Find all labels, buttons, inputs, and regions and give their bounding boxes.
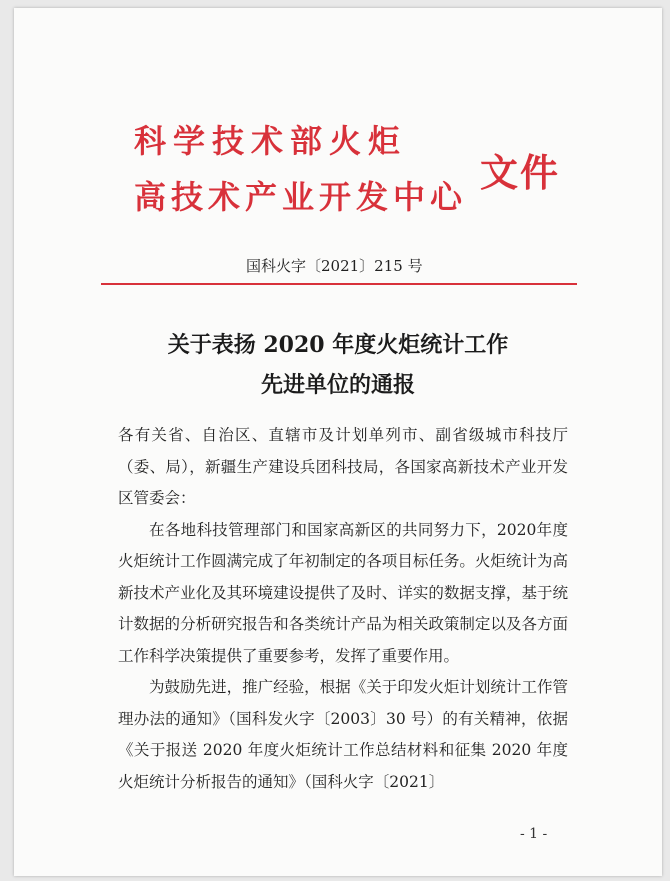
document-number: 国科火字〔2021〕215 号 (246, 257, 423, 275)
document-title-line1: 关于表扬 2020 年度火炬统计工作 (167, 332, 509, 358)
salutation: 各有关省、自治区、直辖市及计划单列市、副省级城市科技厅（委、局），新疆生产建设兵团科技局，各国家高新技术产业开发区管委会： (118, 426, 568, 507)
body-paragraph: 在各地科技管理部门和国家高新区的共同努力下，2020年度火炬统计工作圆满完成了年初制定的各项目标任务。火炬统计为高新技术产业化及其环境建设提供了及时、详实的数据支撑，基于统计数据的分析研究报告和各类统计产品为相关政策制定以及各方面工作科学决策提供了重要参考，发挥了重要作用。 (118, 520, 568, 665)
red-divider-line (101, 283, 577, 285)
issuer-name-line1: 科学技术部火炬 (134, 122, 408, 160)
page-number: - 1 - (520, 826, 548, 842)
document-body (118, 420, 568, 798)
body-paragraph: 为鼓励先进，推广经验，根据《关于印发火炬计划统计工作管理办法的通知》（国科发火字〔2003〕30 号）的有关精神，依据《关于报送 2020 年度火炬统计工作总结材料和征集 2020 年度火炬统计分析报告的通知》（国科火字〔2021〕 (118, 678, 568, 791)
document-title-line2: 先进单位的通报 (260, 372, 415, 398)
issuer-name-line2: 高技术产业开发中心 (134, 178, 468, 216)
document-page (14, 8, 662, 876)
file-label: 文件 (480, 151, 561, 195)
